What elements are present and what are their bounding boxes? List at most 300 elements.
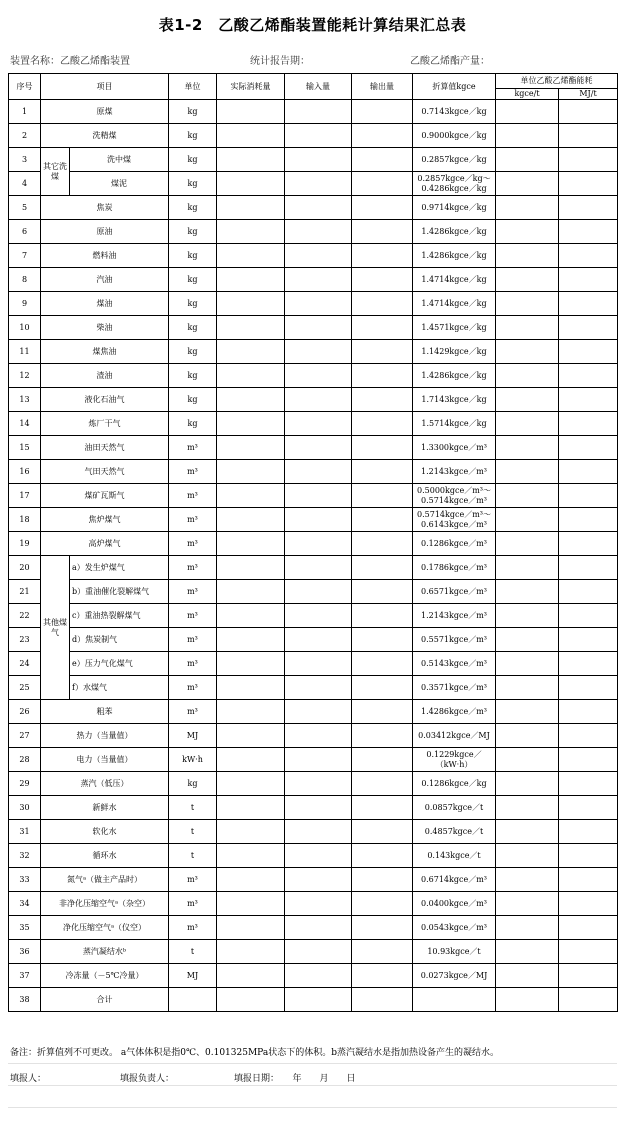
item-name: 洗中煤	[70, 148, 169, 172]
empty-row-divider	[8, 1085, 617, 1108]
output-cell[interactable]	[352, 916, 413, 940]
item-name: 油田天然气	[41, 436, 169, 460]
output-cell[interactable]	[352, 124, 413, 148]
output-cell[interactable]	[352, 244, 413, 268]
actual-consumption-cell[interactable]	[217, 124, 285, 148]
actual-consumption-cell[interactable]	[217, 652, 285, 676]
mj-per-t-cell[interactable]	[559, 556, 618, 580]
factor-cell	[413, 460, 496, 484]
table-row	[9, 796, 618, 820]
mj-per-t-cell[interactable]	[559, 916, 618, 940]
actual-consumption-cell[interactable]	[217, 532, 285, 556]
filler-label: 填报人：	[10, 1074, 47, 1084]
row-number: 24	[9, 652, 41, 676]
table-title: 表1-2 乙酸乙烯酯装置能耗计算结果汇总表	[158, 16, 467, 34]
output-cell[interactable]	[352, 532, 413, 556]
table-row	[9, 196, 618, 220]
actual-consumption-cell[interactable]	[217, 820, 285, 844]
output-cell[interactable]	[352, 652, 413, 676]
unit-cell: m³	[169, 652, 217, 676]
input-cell[interactable]	[285, 124, 352, 148]
input-cell[interactable]	[285, 532, 352, 556]
output-cell[interactable]	[352, 892, 413, 916]
factor-value: 0.2857kgce／kg～	[417, 173, 491, 183]
table-row	[9, 580, 618, 604]
kgce-per-t-cell[interactable]	[496, 868, 559, 892]
actual-consumption-cell[interactable]	[217, 340, 285, 364]
output-cell[interactable]	[352, 628, 413, 652]
input-cell[interactable]	[285, 316, 352, 340]
kgce-per-t-cell[interactable]	[496, 532, 559, 556]
header-actual: 实际消耗量	[217, 74, 285, 100]
kgce-per-t-cell[interactable]	[496, 700, 559, 724]
mj-per-t-cell[interactable]	[559, 820, 618, 844]
actual-consumption-cell[interactable]	[217, 628, 285, 652]
input-cell[interactable]	[285, 100, 352, 124]
output-cell[interactable]	[352, 820, 413, 844]
unit-cell: m³	[169, 628, 217, 652]
header-input: 输入量	[285, 74, 352, 100]
output-cell[interactable]	[352, 508, 413, 532]
table-row	[9, 820, 618, 844]
row-number: 14	[9, 412, 41, 436]
mj-per-t-cell[interactable]	[559, 628, 618, 652]
factor-value: 1.4286kgce／kg	[421, 226, 487, 236]
kgce-per-t-cell[interactable]	[496, 268, 559, 292]
mj-per-t-cell[interactable]	[559, 508, 618, 532]
item-name: 循环水	[41, 844, 169, 868]
item-name: 炼厂干气	[41, 412, 169, 436]
input-cell[interactable]	[285, 340, 352, 364]
mj-per-t-cell[interactable]	[559, 748, 618, 772]
row-number: 17	[9, 484, 41, 508]
output-cell[interactable]	[352, 148, 413, 172]
table-row	[9, 628, 618, 652]
kgce-per-t-cell[interactable]	[496, 316, 559, 340]
input-cell[interactable]	[285, 748, 352, 772]
row-number: 12	[9, 364, 41, 388]
input-cell[interactable]	[285, 844, 352, 868]
factor-value: 1.4571kgce／kg	[421, 322, 487, 332]
mj-per-t-cell[interactable]	[559, 124, 618, 148]
actual-consumption-cell[interactable]	[217, 244, 285, 268]
kgce-per-t-cell[interactable]	[496, 100, 559, 124]
actual-consumption-cell[interactable]	[217, 964, 285, 988]
unit-cell: MJ	[169, 964, 217, 988]
kgce-per-t-cell[interactable]	[496, 724, 559, 748]
factor-cell	[413, 532, 496, 556]
mj-per-t-cell[interactable]	[559, 244, 618, 268]
item-name: 电力（当量值）	[41, 748, 169, 772]
item-name: 粗苯	[41, 700, 169, 724]
output-cell[interactable]	[352, 580, 413, 604]
row-number: 36	[9, 940, 41, 964]
mj-per-t-cell[interactable]	[559, 460, 618, 484]
factor-value: 0.5000kgce／m³～	[417, 485, 491, 495]
output-cell[interactable]	[352, 700, 413, 724]
input-cell[interactable]	[285, 268, 352, 292]
energy-table	[8, 73, 618, 1012]
item-name: 燃料油	[41, 244, 169, 268]
actual-consumption-cell[interactable]	[217, 508, 285, 532]
input-cell[interactable]	[285, 556, 352, 580]
input-cell[interactable]	[285, 172, 352, 196]
output-cell[interactable]	[352, 868, 413, 892]
mj-per-t-cell[interactable]	[559, 652, 618, 676]
factor-cell	[413, 292, 496, 316]
actual-consumption-cell[interactable]	[217, 772, 285, 796]
factor-cell	[413, 388, 496, 412]
mj-per-t-cell[interactable]	[559, 412, 618, 436]
kgce-per-t-cell[interactable]	[496, 292, 559, 316]
table-row	[9, 700, 618, 724]
input-cell[interactable]	[285, 244, 352, 268]
table-row	[9, 220, 618, 244]
kgce-per-t-cell[interactable]	[496, 556, 559, 580]
unit-cell: kg	[169, 364, 217, 388]
input-cell[interactable]	[285, 604, 352, 628]
actual-consumption-cell[interactable]	[217, 724, 285, 748]
kgce-per-t-cell[interactable]	[496, 676, 559, 700]
kgce-per-t-cell[interactable]	[496, 844, 559, 868]
unit-cell: kg	[169, 340, 217, 364]
kgce-per-t-cell[interactable]	[496, 652, 559, 676]
factor-value: 0.9000kgce／kg	[421, 130, 487, 140]
table-row	[9, 964, 618, 988]
input-cell[interactable]	[285, 196, 352, 220]
table-row	[9, 340, 618, 364]
kgce-per-t-cell[interactable]	[496, 196, 559, 220]
actual-consumption-cell[interactable]	[217, 916, 285, 940]
unit-cell: m³	[169, 916, 217, 940]
actual-consumption-cell[interactable]	[217, 196, 285, 220]
input-cell[interactable]	[285, 820, 352, 844]
actual-consumption-cell[interactable]	[217, 796, 285, 820]
input-cell[interactable]	[285, 364, 352, 388]
factor-value: 0.9714kgce／kg	[421, 202, 487, 212]
mj-per-t-cell[interactable]	[559, 220, 618, 244]
actual-consumption-cell[interactable]	[217, 172, 285, 196]
report-period-label: 统计报告期：	[250, 56, 310, 67]
actual-consumption-cell[interactable]	[217, 700, 285, 724]
mj-per-t-cell[interactable]	[559, 172, 618, 196]
mj-per-t-cell[interactable]	[559, 316, 618, 340]
item-name: 净化压缩空气ᵃ（仪空）	[41, 916, 169, 940]
output-label: 乙酸乙烯酯产量：	[410, 56, 490, 67]
actual-consumption-cell[interactable]	[217, 868, 285, 892]
table-row	[9, 460, 618, 484]
item-name: 新鲜水	[41, 796, 169, 820]
kgce-per-t-cell[interactable]	[496, 916, 559, 940]
row-number: 16	[9, 460, 41, 484]
table-row	[9, 364, 618, 388]
item-name: a）发生炉煤气	[70, 556, 169, 580]
kgce-per-t-cell[interactable]	[496, 244, 559, 268]
input-cell[interactable]	[285, 940, 352, 964]
mj-per-t-cell[interactable]	[559, 148, 618, 172]
kgce-per-t-cell[interactable]	[496, 628, 559, 652]
mj-per-t-cell[interactable]	[559, 388, 618, 412]
unit-cell: m³	[169, 508, 217, 532]
mj-per-t-cell[interactable]	[559, 868, 618, 892]
mj-per-t-cell[interactable]	[559, 268, 618, 292]
input-cell[interactable]	[285, 628, 352, 652]
mj-per-t-cell[interactable]	[559, 772, 618, 796]
input-cell[interactable]	[285, 220, 352, 244]
factor-value: 0.6571kgce／m³	[421, 586, 487, 596]
input-cell[interactable]	[285, 508, 352, 532]
input-cell[interactable]	[285, 436, 352, 460]
kgce-per-t-cell[interactable]	[496, 940, 559, 964]
actual-consumption-cell[interactable]	[217, 676, 285, 700]
kgce-per-t-cell[interactable]	[496, 772, 559, 796]
output-cell[interactable]	[352, 364, 413, 388]
kgce-per-t-cell[interactable]	[496, 412, 559, 436]
row-number: 38	[9, 988, 41, 1012]
actual-consumption-cell[interactable]	[217, 412, 285, 436]
row-number: 5	[9, 196, 41, 220]
item-name: 液化石油气	[41, 388, 169, 412]
actual-consumption-cell[interactable]	[217, 556, 285, 580]
row-number: 23	[9, 628, 41, 652]
item-name: 热力（当量值）	[41, 724, 169, 748]
output-cell[interactable]	[352, 292, 413, 316]
input-cell[interactable]	[285, 484, 352, 508]
kgce-per-t-cell[interactable]	[496, 484, 559, 508]
output-cell[interactable]	[352, 988, 413, 1012]
unit-cell: kg	[169, 292, 217, 316]
table-row	[9, 124, 618, 148]
table-row	[9, 652, 618, 676]
output-cell[interactable]	[352, 460, 413, 484]
mj-per-t-cell[interactable]	[559, 292, 618, 316]
factor-value: 1.4714kgce／kg	[421, 298, 487, 308]
actual-consumption-cell[interactable]	[217, 484, 285, 508]
table-row	[9, 148, 618, 172]
mj-per-t-cell[interactable]	[559, 892, 618, 916]
output-cell[interactable]	[352, 484, 413, 508]
kgce-per-t-cell[interactable]	[496, 436, 559, 460]
output-cell[interactable]	[352, 724, 413, 748]
mj-per-t-cell[interactable]	[559, 532, 618, 556]
input-cell[interactable]	[285, 676, 352, 700]
kgce-per-t-cell[interactable]	[496, 340, 559, 364]
unit-cell: m³	[169, 604, 217, 628]
input-cell[interactable]	[285, 460, 352, 484]
mj-per-t-cell[interactable]	[559, 796, 618, 820]
table-row	[9, 676, 618, 700]
item-name: 煤矿瓦斯气	[41, 484, 169, 508]
mj-per-t-cell[interactable]	[559, 100, 618, 124]
kgce-per-t-cell[interactable]	[496, 820, 559, 844]
item-name: 蒸汽凝结水ᵇ	[41, 940, 169, 964]
mj-per-t-cell[interactable]	[559, 940, 618, 964]
output-cell[interactable]	[352, 844, 413, 868]
output-cell[interactable]	[352, 748, 413, 772]
row-number: 29	[9, 772, 41, 796]
output-cell[interactable]	[352, 436, 413, 460]
item-name: 高炉煤气	[41, 532, 169, 556]
mj-per-t-cell[interactable]	[559, 700, 618, 724]
kgce-per-t-cell[interactable]	[496, 580, 559, 604]
factor-value: 0.1229kgce／	[426, 749, 482, 759]
kgce-per-t-cell[interactable]	[496, 460, 559, 484]
table-row	[9, 844, 618, 868]
output-cell[interactable]	[352, 316, 413, 340]
input-cell[interactable]	[285, 868, 352, 892]
factor-cell	[413, 196, 496, 220]
actual-consumption-cell[interactable]	[217, 292, 285, 316]
input-cell[interactable]	[285, 772, 352, 796]
output-cell[interactable]	[352, 340, 413, 364]
kgce-per-t-cell[interactable]	[496, 148, 559, 172]
input-cell[interactable]	[285, 700, 352, 724]
input-cell[interactable]	[285, 580, 352, 604]
actual-consumption-cell[interactable]	[217, 748, 285, 772]
row-number: 10	[9, 316, 41, 340]
kgce-per-t-cell[interactable]	[496, 748, 559, 772]
actual-consumption-cell[interactable]	[217, 940, 285, 964]
input-cell[interactable]	[285, 892, 352, 916]
input-cell[interactable]	[285, 796, 352, 820]
factor-value-line2: （kW·h）	[435, 759, 473, 769]
input-cell[interactable]	[285, 292, 352, 316]
factor-cell	[413, 844, 496, 868]
kgce-per-t-cell[interactable]	[496, 364, 559, 388]
mj-per-t-cell[interactable]	[559, 436, 618, 460]
item-name: 渣油	[41, 364, 169, 388]
factor-cell	[413, 652, 496, 676]
input-cell[interactable]	[285, 412, 352, 436]
factor-value: 0.7143kgce／kg	[421, 106, 487, 116]
unit-cell: m³	[169, 460, 217, 484]
factor-cell	[413, 964, 496, 988]
responsible-label: 填报负责人：	[120, 1074, 175, 1084]
factor-value: 0.5571kgce／m³	[421, 634, 487, 644]
mj-per-t-cell[interactable]	[559, 484, 618, 508]
factor-value: 0.1286kgce／kg	[421, 778, 487, 788]
empty-row-divider	[8, 1107, 617, 1130]
factor-cell	[413, 724, 496, 748]
kgce-per-t-cell[interactable]	[496, 388, 559, 412]
unit-cell: kg	[169, 196, 217, 220]
actual-consumption-cell[interactable]	[217, 988, 285, 1012]
actual-consumption-cell[interactable]	[217, 436, 285, 460]
output-cell[interactable]	[352, 772, 413, 796]
kgce-per-t-cell[interactable]	[496, 172, 559, 196]
mj-per-t-cell[interactable]	[559, 340, 618, 364]
item-name: 蒸汽（低压）	[41, 772, 169, 796]
actual-consumption-cell[interactable]	[217, 364, 285, 388]
actual-consumption-cell[interactable]	[217, 580, 285, 604]
kgce-per-t-cell[interactable]	[496, 964, 559, 988]
row-number: 34	[9, 892, 41, 916]
output-cell[interactable]	[352, 196, 413, 220]
output-cell[interactable]	[352, 940, 413, 964]
factor-cell	[413, 940, 496, 964]
input-cell[interactable]	[285, 916, 352, 940]
actual-consumption-cell[interactable]	[217, 388, 285, 412]
actual-consumption-cell[interactable]	[217, 892, 285, 916]
table-row	[9, 508, 618, 532]
kgce-per-t-cell[interactable]	[496, 604, 559, 628]
output-cell[interactable]	[352, 388, 413, 412]
factor-cell	[413, 580, 496, 604]
row-number: 27	[9, 724, 41, 748]
actual-consumption-cell[interactable]	[217, 316, 285, 340]
item-name: 煤泥	[70, 172, 169, 196]
actual-consumption-cell[interactable]	[217, 148, 285, 172]
mj-per-t-cell[interactable]	[559, 604, 618, 628]
factor-cell	[413, 220, 496, 244]
kgce-per-t-cell[interactable]	[496, 988, 559, 1012]
mj-per-t-cell[interactable]	[559, 844, 618, 868]
item-name: d）焦炭制气	[70, 628, 169, 652]
mj-per-t-cell[interactable]	[559, 988, 618, 1012]
factor-value: 1.3300kgce／m³	[421, 442, 487, 452]
mj-per-t-cell[interactable]	[559, 724, 618, 748]
input-cell[interactable]	[285, 388, 352, 412]
item-name: 煤焦油	[41, 340, 169, 364]
unit-cell: MJ	[169, 724, 217, 748]
unit-cell: m³	[169, 532, 217, 556]
factor-value: 0.5143kgce／m³	[421, 658, 487, 668]
input-cell[interactable]	[285, 652, 352, 676]
factor-value: 1.2143kgce／m³	[421, 466, 487, 476]
kgce-per-t-cell[interactable]	[496, 124, 559, 148]
output-cell[interactable]	[352, 796, 413, 820]
mj-per-t-cell[interactable]	[559, 676, 618, 700]
actual-consumption-cell[interactable]	[217, 100, 285, 124]
kgce-per-t-cell[interactable]	[496, 508, 559, 532]
actual-consumption-cell[interactable]	[217, 844, 285, 868]
output-cell[interactable]	[352, 556, 413, 580]
mj-per-t-cell[interactable]	[559, 580, 618, 604]
row-number: 20	[9, 556, 41, 580]
output-cell[interactable]	[352, 220, 413, 244]
output-cell[interactable]	[352, 676, 413, 700]
actual-consumption-cell[interactable]	[217, 604, 285, 628]
table-row	[9, 412, 618, 436]
input-cell[interactable]	[285, 964, 352, 988]
output-cell[interactable]	[352, 412, 413, 436]
output-cell[interactable]	[352, 172, 413, 196]
actual-consumption-cell[interactable]	[217, 460, 285, 484]
input-cell[interactable]	[285, 148, 352, 172]
output-cell[interactable]	[352, 268, 413, 292]
factor-value: 0.5714kgce／m³～	[417, 509, 491, 519]
device-name-label: 装置名称：乙酸乙烯酯装置	[10, 56, 130, 67]
factor-cell	[413, 268, 496, 292]
actual-consumption-cell[interactable]	[217, 220, 285, 244]
item-name: 软化水	[41, 820, 169, 844]
output-cell[interactable]	[352, 604, 413, 628]
factor-cell	[413, 700, 496, 724]
input-cell[interactable]	[285, 988, 352, 1012]
mj-per-t-cell[interactable]	[559, 364, 618, 388]
output-cell[interactable]	[352, 964, 413, 988]
item-name: c）重油热裂解煤气	[70, 604, 169, 628]
output-cell[interactable]	[352, 100, 413, 124]
kgce-per-t-cell[interactable]	[496, 796, 559, 820]
input-cell[interactable]	[285, 724, 352, 748]
kgce-per-t-cell[interactable]	[496, 220, 559, 244]
item-name: f）水煤气	[70, 676, 169, 700]
mj-per-t-cell[interactable]	[559, 964, 618, 988]
kgce-per-t-cell[interactable]	[496, 892, 559, 916]
actual-consumption-cell[interactable]	[217, 268, 285, 292]
mj-per-t-cell[interactable]	[559, 196, 618, 220]
